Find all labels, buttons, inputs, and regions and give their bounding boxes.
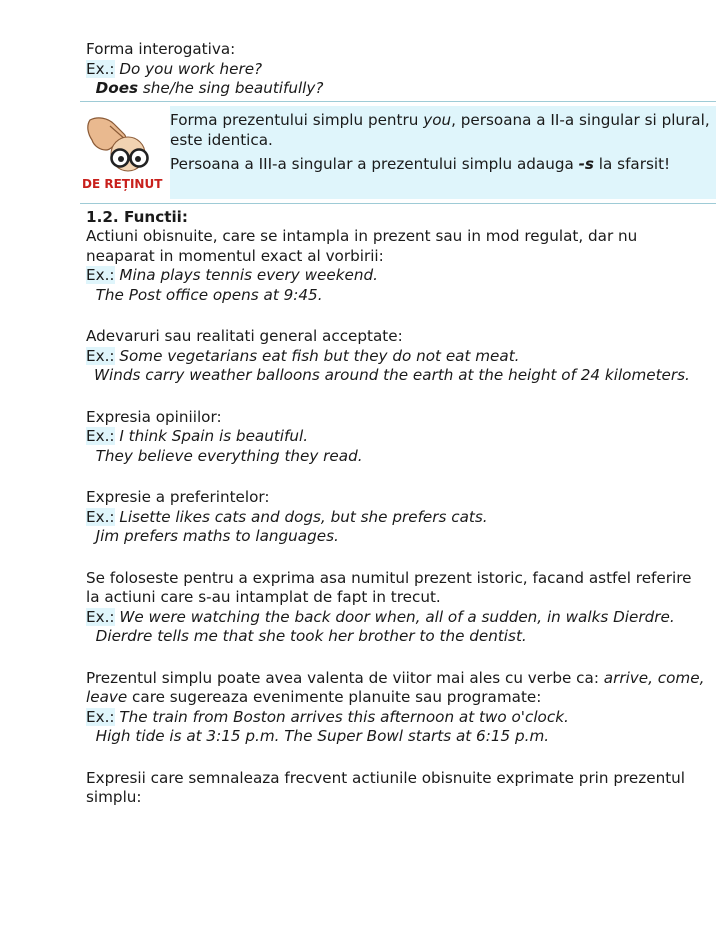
function-description: Prezentul simplu poate avea valenta de viitor mai ales cu verbe ca: arrive, come, leave care sugereaza evenimente planuite sau programate: [86,668,705,706]
example-text: she/he sing beautifully? [138,79,324,97]
remember-paragraph-2: Persoana a III-a singular a prezentului simplu adauga -s la sfarsit! [170,154,671,173]
function-description: Expresii care semnaleaza frecvent actiunile obisnuite exprimate prin prezentul simplu: [86,768,685,806]
example-line [86,727,706,747]
remember-text [170,110,710,178]
example-text: The Post office opens at 9:45. [95,285,323,304]
example-line [86,447,706,467]
example-text: High tide is at 3:15 p.m. The Super Bowl starts at 6:15 p.m. [95,727,550,745]
example-label: Ex.: [86,59,115,78]
example-label: Ex.: [86,346,115,365]
example-bold-word: Does [95,79,139,97]
example-text: We were watching the back door when, all of a sudden, in walks Dierdre. [119,607,675,626]
example-text: Jim prefers maths to languages. [95,527,339,545]
example-line [86,427,706,447]
example-line [86,60,706,80]
glasses-face-icon [111,137,148,171]
example-line [86,347,706,367]
interrogative-heading: Forma interogativa: [86,40,236,58]
example-line [86,627,706,647]
example-text: I think Spain is beautiful. [119,427,309,445]
example-label: Ex.: [86,507,115,526]
function-description: Actiuni obisnuite, care se intampla in prezent sau in mod regulat, dar nu neaparat in momentul exact al vorbirii: [86,227,638,265]
example-line [86,708,706,728]
example-label: Ex.: [86,607,115,626]
example-line [86,527,706,547]
function-description: Expresia opiniilor: [86,407,222,426]
example-text: Lisette likes cats and dogs, but she prefers cats. [119,507,488,526]
example-label: Ex.: [86,266,115,284]
remember-paragraph-1: Forma prezentului simplu pentru you, persoana a II-a singular si plural, este identica. [170,110,710,149]
remember-badge-label: DE REȚINUT [82,176,163,191]
verb-list: arrive, come, leave [86,668,705,706]
example-text: They believe everything they read. [95,446,363,465]
example-line [86,366,706,386]
example-label: Ex.: [86,427,115,445]
example-text: Do you work here? [119,59,263,78]
remember-box [80,101,716,204]
function-description: Se foloseste pentru a exprima asa numitul prezent istoric, facand astfel referire la actiuni care s-au intamplat de fapt in trecut. [86,568,692,606]
remember-illustration [80,112,166,198]
example-line [86,608,706,628]
example-text: Mina plays tennis every weekend. [119,266,378,284]
example-line [86,508,706,528]
example-text: Dierdre tells me that she took her brother to the dentist. [95,627,527,645]
function-description: Expresie a preferintelor: [86,488,270,506]
example-text: Some vegetarians eat fish but they do not eat meat. [119,346,520,365]
example-line [86,79,706,99]
function-description: Adevaruri sau realitati general acceptate: [86,327,403,345]
example-label: Ex.: [86,707,115,726]
example-line [86,286,706,306]
example-line [86,266,706,286]
example-text: Winds carry weather balloons around the earth at the height of 24 kilometers. [94,366,690,384]
document-page [82,40,710,808]
section-title: 1.2. Functii: [86,207,188,226]
example-text: The train from Boston arrives this afternoon at two o'clock. [119,707,569,726]
